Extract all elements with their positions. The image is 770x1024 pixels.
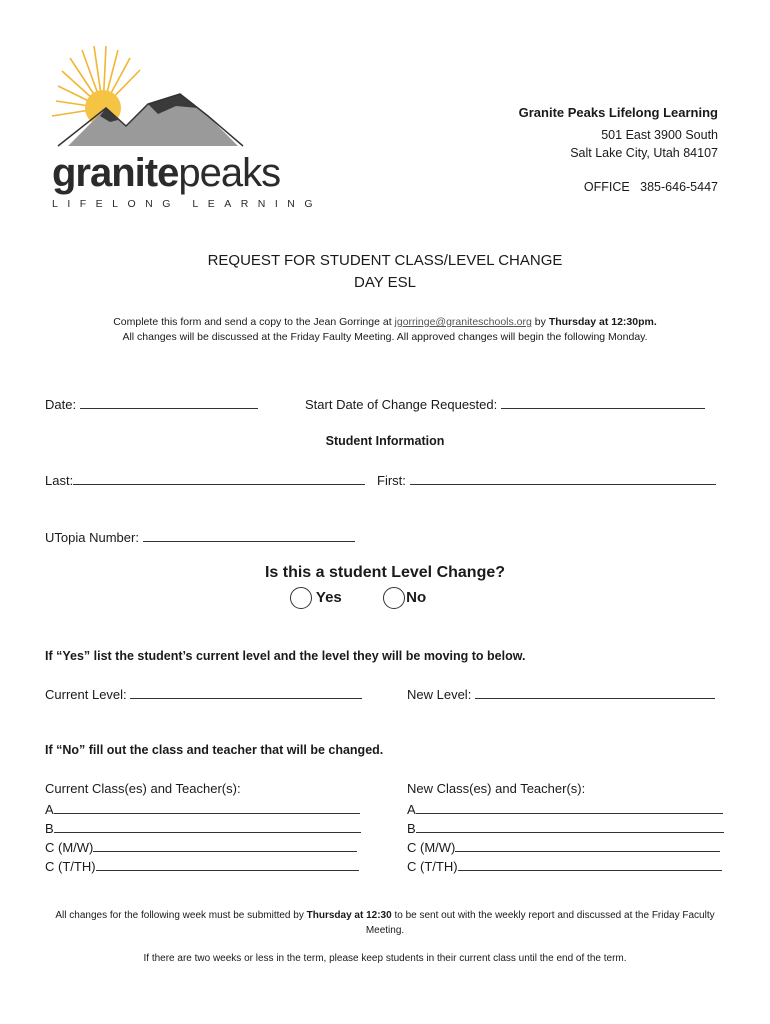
new-class-row-a: A	[407, 800, 724, 819]
first-name-field: First:	[377, 472, 716, 488]
current-classes-label: Current Class(es) and Teacher(s):	[45, 781, 241, 796]
date-input[interactable]	[80, 396, 258, 409]
current-class-row-ctth: C (T/TH)	[45, 857, 361, 876]
logo-tagline: LIFELONG LEARNING	[52, 198, 323, 210]
org-name: Granite Peaks Lifelong Learning	[518, 105, 718, 120]
yes-option[interactable]: Yes	[290, 587, 342, 609]
new-level-field: New Level:	[407, 686, 715, 702]
level-change-question: Is this a student Level Change?	[264, 564, 506, 581]
current-level-field: Current Level:	[45, 686, 362, 702]
first-name-input[interactable]	[410, 472, 716, 485]
new-class-row-ctth: C (T/TH)	[407, 857, 724, 876]
footer-term-note: If there are two weeks or less in the term, please keep students in their current class until the end of the term.	[143, 953, 627, 964]
current-class-cmw-input[interactable]	[93, 839, 357, 852]
start-date-field: Start Date of Change Requested:	[305, 396, 705, 412]
current-class-a-input[interactable]	[54, 801, 360, 814]
new-class-cmw-input[interactable]	[455, 839, 720, 852]
new-class-ctth-input[interactable]	[458, 858, 722, 871]
date-field: Date:	[45, 396, 258, 412]
new-class-b-input[interactable]	[416, 820, 724, 833]
current-class-b-input[interactable]	[54, 820, 361, 833]
new-class-row-b: B	[407, 819, 724, 838]
last-name-field: Last:	[45, 472, 365, 488]
current-level-input[interactable]	[130, 686, 362, 699]
org-address-line1: 501 East 3900 South	[601, 128, 718, 142]
last-name-input[interactable]	[73, 472, 365, 485]
no-section-heading: If “No” fill out the class and teacher that will be changed.	[45, 743, 384, 757]
yes-section-heading: If “Yes” list the student’s current level and the level they will be moving to below.	[45, 649, 526, 663]
no-option[interactable]: No	[383, 587, 426, 609]
current-class-ctth-input[interactable]	[96, 858, 359, 871]
organization-address	[519, 104, 718, 196]
granite-peaks-logo	[48, 46, 323, 216]
current-class-row-b: B	[45, 819, 361, 838]
yes-radio[interactable]	[290, 587, 312, 609]
email-link[interactable]: jgorringe@graniteschools.org	[394, 316, 532, 328]
current-class-row-cmw: C (M/W)	[45, 838, 361, 857]
new-classes-list	[407, 800, 724, 876]
org-office-phone: OFFICE 385-646-5447	[583, 180, 718, 194]
instructions: Complete this form and send a copy to the Jean Gorringe at jgorringe@graniteschools.org by Thursday at 12:30pm. All changes will be discussed at the Friday Faulty Meeting. All approved changes will begin the following Monday.	[113, 316, 657, 343]
logo-wordmark: granitepeaks	[52, 151, 281, 195]
student-info-heading: Student Information	[325, 434, 445, 448]
new-level-input[interactable]	[475, 686, 715, 699]
form-title-line1: REQUEST FOR STUDENT CLASS/LEVEL CHANGE	[207, 252, 563, 269]
footer-submission-note: All changes for the following week must be submitted by Thursday at 12:30 to be sent out with the weekly report and discussed at the Friday Faculty Meeting.	[55, 910, 715, 936]
new-classes-label: New Class(es) and Teacher(s):	[407, 781, 586, 796]
mountain-sun-icon	[48, 46, 248, 156]
form-title-line2: DAY ESL	[354, 274, 416, 291]
new-class-row-cmw: C (M/W)	[407, 838, 724, 857]
current-class-row-a: A	[45, 800, 361, 819]
current-classes-list	[45, 800, 361, 876]
utopia-number-field: UTopia Number:	[45, 529, 355, 545]
form-title	[0, 250, 770, 294]
no-radio[interactable]	[383, 587, 405, 609]
org-address-line2: Salt Lake City, Utah 84107	[570, 146, 718, 160]
start-date-input[interactable]	[501, 396, 705, 409]
new-class-a-input[interactable]	[416, 801, 723, 814]
utopia-number-input[interactable]	[143, 529, 355, 542]
